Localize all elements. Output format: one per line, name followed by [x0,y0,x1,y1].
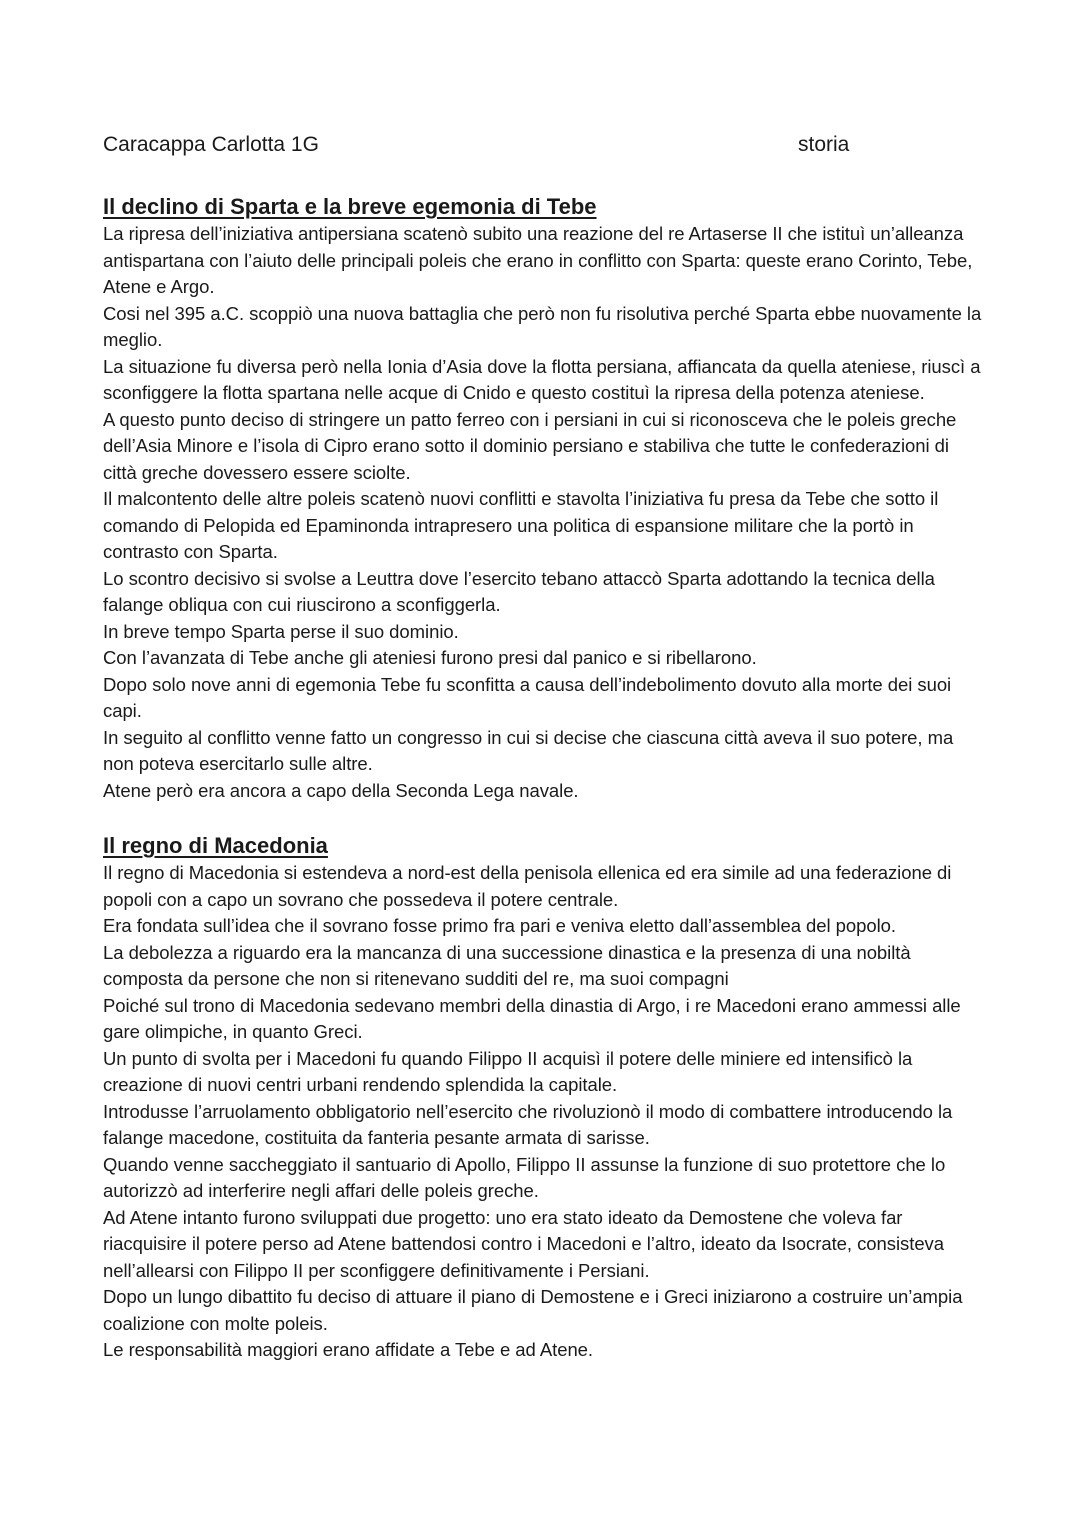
paragraph: Quando venne saccheggiato il santuario di Apollo, Filippo II assunse la funzione di suo protettore che lo autorizzò ad interferire negli affari delle poleis greche. [103,1153,946,1201]
paragraph: Cosi nel 395 a.C. scoppiò una nuova battaglia che però non fu risolutiva perché Sparta ebbe nuovamente la meglio. [103,302,982,350]
paragraph: Ad Atene intanto furono sviluppati due progetto: uno era stato ideato da Demostene che voleva far riacquisire il potere perso ad Atene battendosi contro i Macedoni e l’altro, ideato da Isocrate, consisteva nell’allearsi con Filippo II per sconfiggere definitivamente i Persiani. [103,1206,944,1281]
paragraph: Il regno di Macedonia si estendeva a nord-est della penisola ellenica ed era simile ad una federazione di popoli con a capo un sovrano che possedeva il potere centrale. [103,862,952,910]
paragraph: A questo punto deciso di stringere un patto ferreo con i persiani in cui si riconosceva che le poleis greche dell’Asia Minore e l’isola di Cipro erano sotto il dominio persiano e stabiliva che tutte le confederazioni di città greche dovessero essere sciolte. [103,408,957,483]
paragraph: Poiché sul trono di Macedonia sedevano membri della dinastia di Argo, i re Macedoni erano ammessi alle gare olimpiche, in quanto Greci. [103,994,961,1042]
paragraph: Le responsabilità maggiori erano affidate a Tebe e ad Atene. [103,1339,594,1360]
paragraph: Atene però era ancora a capo della Seconda Lega navale. [103,779,579,801]
author-class-label: Caracappa Carlotta 1G [103,133,319,156]
document-header [103,130,983,160]
section-body-macedonia [103,860,983,1364]
paragraph: Introdusse l’arruolamento obbligatorio nell’esercito che rivoluzionò il modo di combattere introducendo la falange macedone, costituita da fanteria pesante armata di sarisse. [103,1100,953,1148]
paragraph: La debolezza a riguardo era la mancanza di una successione dinastica e la presenza di una nobiltà composta da persone che non si ritenevano sudditi del re, ma suoi compagni [103,941,911,989]
paragraph: La ripresa dell’iniziativa antipersiana scatenò subito una reazione del re Artaserse II che istituì un’alleanza antispartana con l’aiuto delle principali poleis che erano in conflitto con Sparta: queste erano Corinto, Tebe, Atene e Argo. [103,223,973,297]
paragraph: Era fondata sull’idea che il sovrano fosse primo fra pari e veniva eletto dall’assemblea del popolo. [103,915,897,936]
paragraph: Un punto di svolta per i Macedoni fu quando Filippo II acquisì il potere delle miniere ed intensificò la creazione di nuovi centri urbani rendendo splendida la capitale. [103,1047,913,1095]
paragraph: Dopo solo nove anni di egemonia Tebe fu sconfitta a causa dell’indebolimento dovuto alla morte dei suoi capi. [103,673,952,721]
paragraph: Lo scontro decisivo si svolse a Leuttra dove l’esercito tebano attaccò Sparta adottando la tecnica della falange obliqua con cui riuscirono a sconfiggerla. [103,567,935,615]
paragraph: Con l’avanzata di Tebe anche gli ateniesi furono presi dal panico e si ribellarono. [103,647,757,668]
paragraph: Il malcontento delle altre poleis scatenò nuovi conflitti e stavolta l’iniziativa fu presa da Tebe che sotto il comando di Pelopida ed Epaminonda intrapresero una politica di espansione militare che la portò in contrasto con Sparta. [103,488,939,562]
paragraph: La situazione fu diversa però nella Ionia d’Asia dove la flotta persiana, affiancata da quella ateniese, riuscì a sconfiggere la flotta spartana nelle acque di Cnido e questo costituì la ripresa della potenza ateniese. [103,355,981,403]
section-title-sparta: Il declino di Sparta e la breve egemonia di Tebe [103,194,597,219]
paragraph: Dopo un lungo dibattito fu deciso di attuare il piano di Demostene e i Greci iniziarono a costruire un’ampia coalizione con molte poleis. [103,1286,963,1334]
section-body-sparta [103,221,983,804]
paragraph: In seguito al conflitto venne fatto un congresso in cui si decise che ciascuna città aveva il suo potere, ma non poteva esercitarlo sulle altre. [103,726,954,774]
document-page [103,130,983,1364]
subject-label: storia [798,133,850,156]
section-title-macedonia: Il regno di Macedonia [103,833,328,858]
paragraph: In breve tempo Sparta perse il suo dominio. [103,620,459,642]
